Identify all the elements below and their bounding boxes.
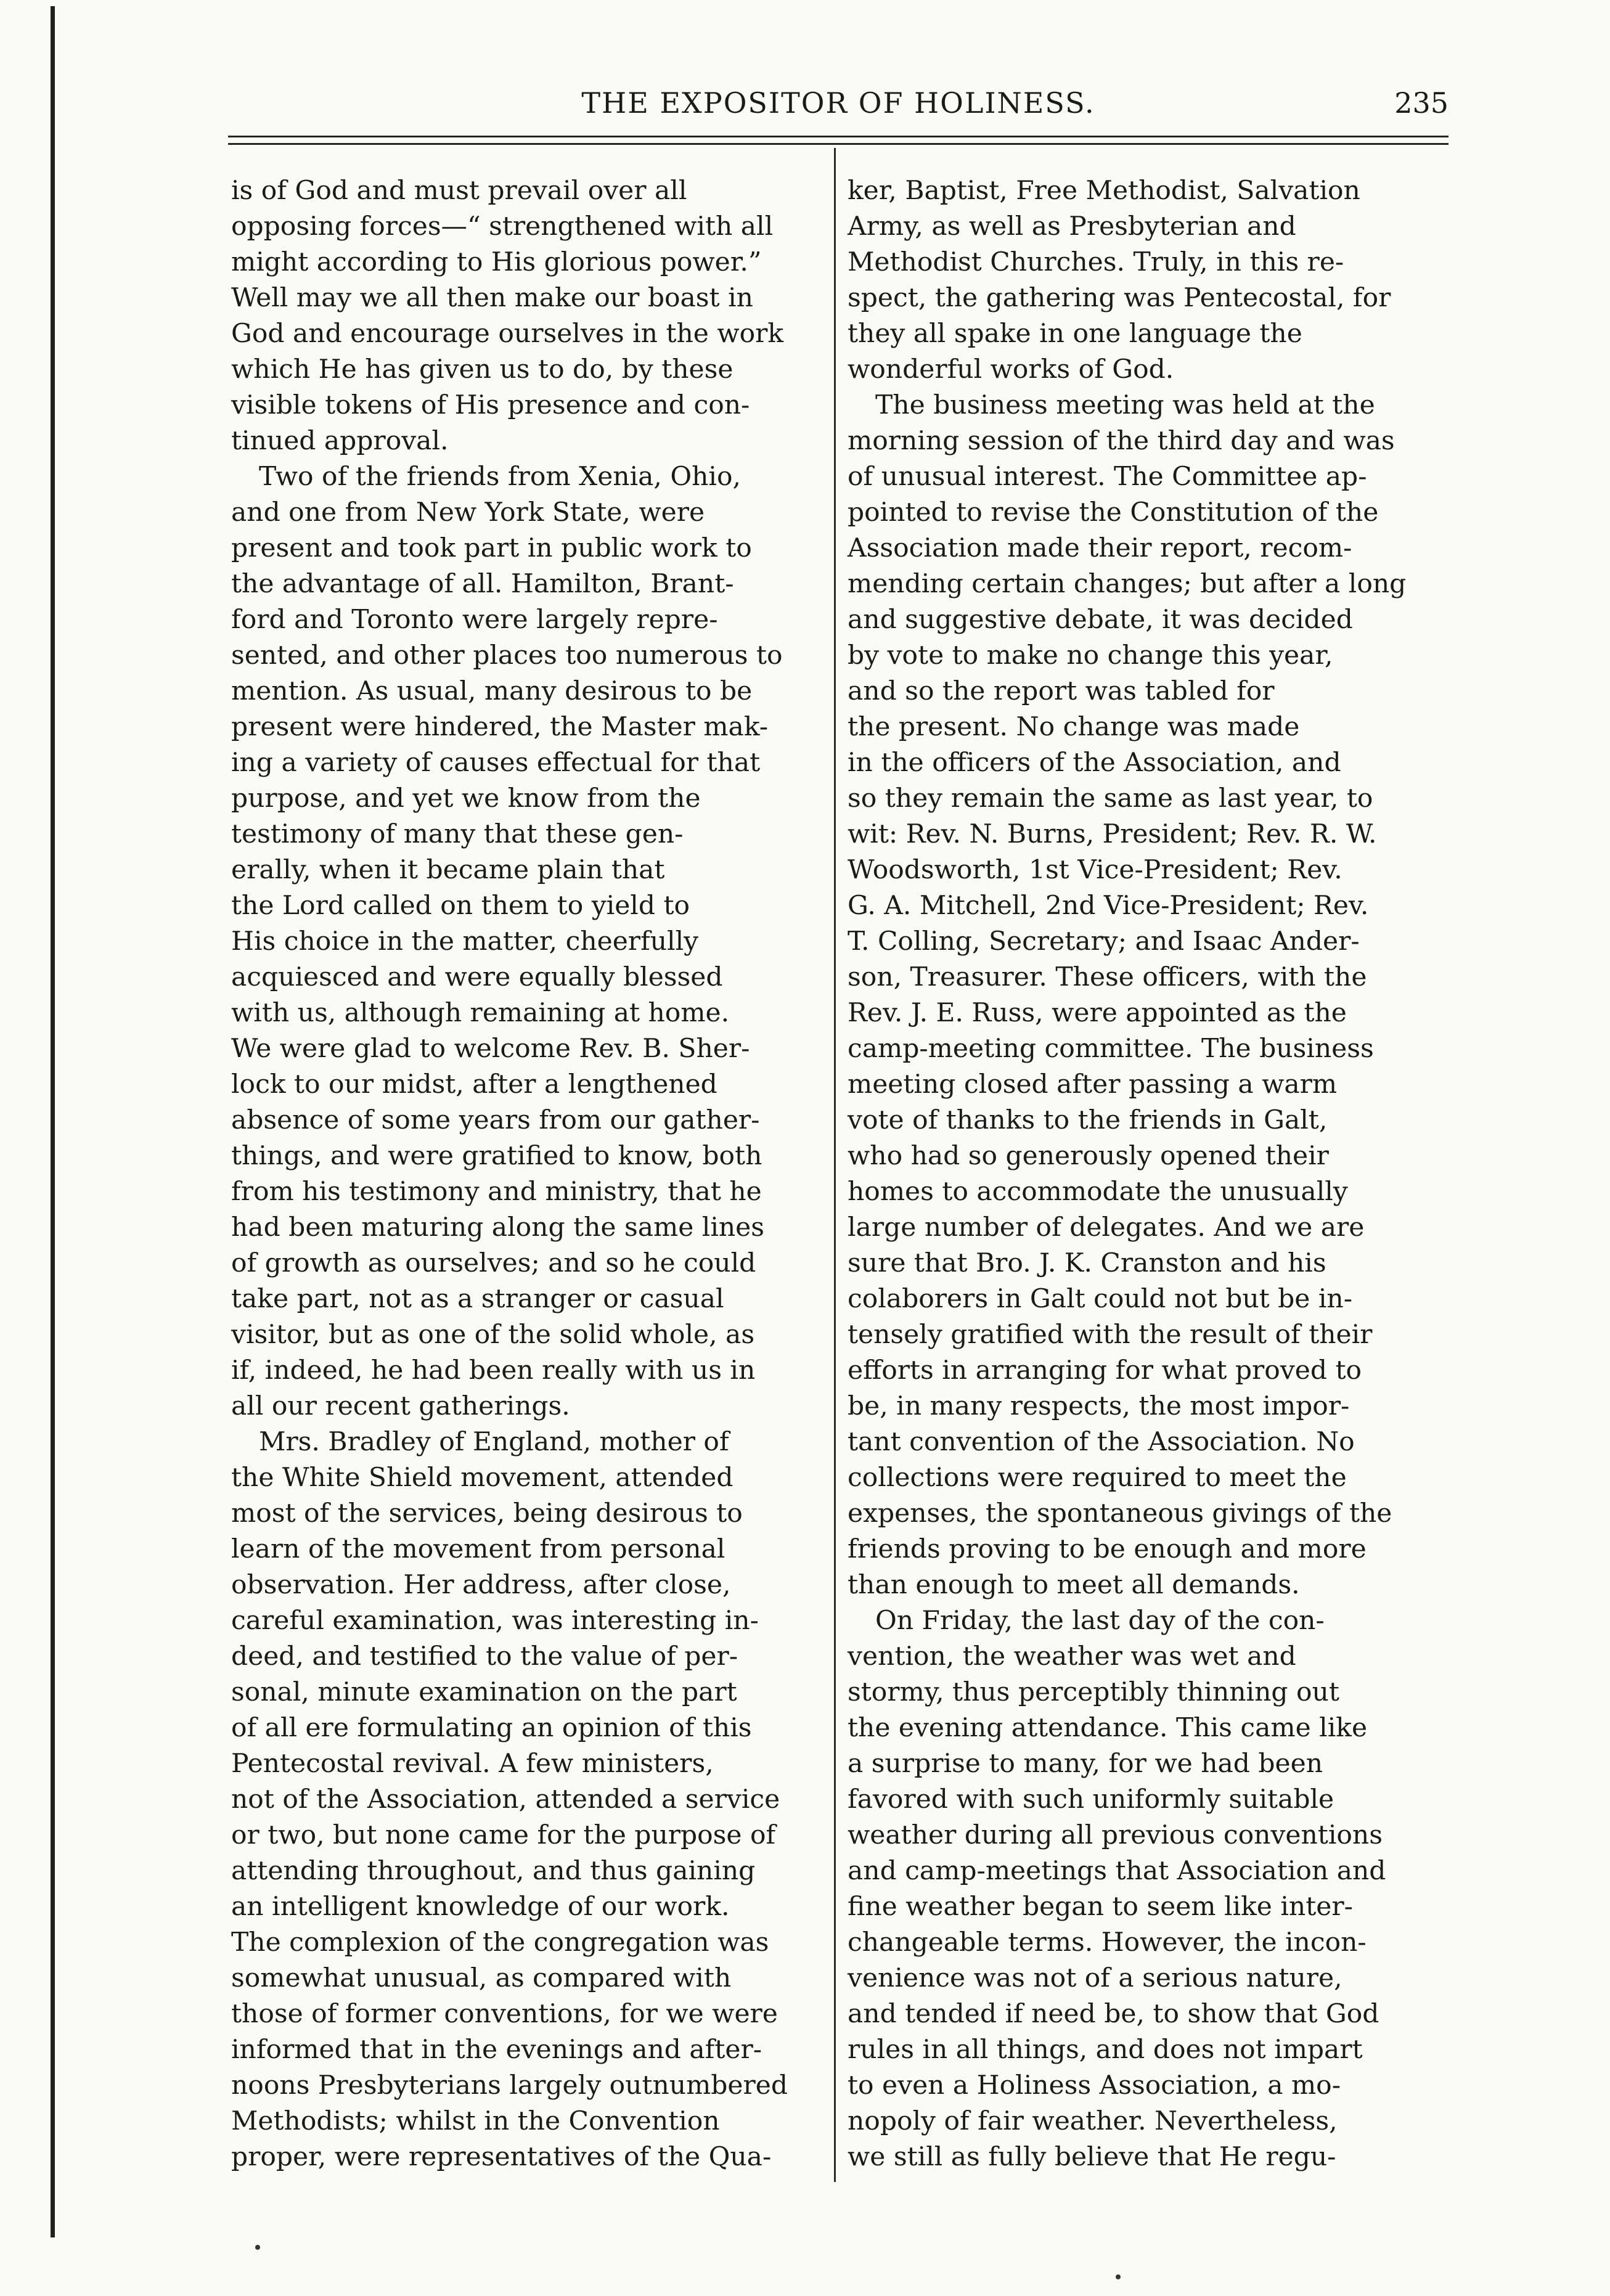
text-line: testimony of many that these gen- [231,819,684,849]
text-line: ing a variety of causes effectual for that [231,747,761,777]
text-line: Army, as well as Presbyterian and [848,211,1296,241]
left-column [231,173,823,2175]
text-line: an intelligent knowledge of our work. [231,1891,730,1921]
text-line: Well may we all then make our boast in [231,282,753,313]
text-line: informed that in the evenings and after- [231,2034,762,2064]
text-line: things, and were gratified to know, both [231,1140,762,1170]
text-line: expenses, the spontaneous givings of the [848,1498,1392,1528]
text-line: had been maturing along the same lines [231,1212,765,1242]
text-line: present and took part in public work to [231,533,752,563]
ink-speck [1116,2274,1121,2279]
text-line: acquiesced and were equally blessed [231,962,723,992]
text-line: from his testimony and ministry, that he [231,1176,762,1206]
text-line: sonal, minute examination on the part [231,1677,737,1707]
text-line: the present. No change was made [848,711,1300,742]
text-line: son, Treasurer. These officers, with the [848,962,1367,992]
text-line: of all ere formulating an opinion of this [231,1712,752,1742]
text-line: in the officers of the Association, and [848,747,1341,777]
text-line: the evening attendance. This came like [848,1712,1368,1742]
text-line: meeting closed after passing a warm [848,1069,1338,1099]
text-line: spect, the gathering was Pentecostal, for [848,282,1391,313]
text-line: observation. Her address, after close, [231,1569,731,1599]
text-line: large number of delegates. And we are [848,1212,1365,1242]
text-line: than enough to meet all demands. [848,1569,1300,1599]
right-column [848,173,1449,2175]
text-line: all our recent gatherings. [231,1391,570,1421]
text-line: rules in all things, and does not impart [848,2034,1363,2064]
text-line: efforts in arranging for what proved to [848,1355,1362,1385]
text-line: vote of thanks to the friends in Galt, [848,1105,1328,1135]
text-line: learn of the movement from personal [231,1534,725,1564]
text-line: be, in many respects, the most impor- [848,1391,1350,1421]
text-line: might according to His glorious power.” [231,247,762,277]
text-line: of growth as ourselves; and so he could [231,1248,756,1278]
text-line: with us, although remaining at home. [231,997,730,1027]
text-line: erally, when it became plain that [231,854,665,884]
text-line: pointed to revise the Constitution of the [848,497,1379,527]
text-line: and camp-meetings that Association and [848,1855,1386,1885]
text-line: present were hindered, the Master mak- [231,711,769,742]
text-line: ford and Toronto were largely repre- [231,604,718,634]
text-line: ker, Baptist, Free Methodist, Salvation [848,175,1360,205]
ink-speck [255,2245,260,2250]
text-line: to even a Holiness Association, a mo- [848,2070,1341,2100]
text-line: somewhat unusual, as compared with [231,1963,732,1993]
text-line: T. Colling, Secretary; and Isaac Ander- [848,926,1360,956]
text-line: camp-meeting committee. The business [848,1033,1374,1063]
text-line: purpose, and yet we know from the [231,783,701,813]
text-line: fine weather began to seem like inter- [848,1891,1353,1921]
text-line: sure that Bro. J. K. Cranston and his [848,1248,1326,1278]
text-line: a surprise to many, for we had been [848,1748,1323,1778]
text-line: Pentecostal revival. A few ministers, [231,1748,714,1778]
text-line: careful examination, was interesting in- [231,1605,759,1635]
text-line: tinued approval. [231,425,449,456]
text-line: wit: Rev. N. Burns, President; Rev. R. W. [848,819,1377,849]
text-line: morning session of the third day and was [848,425,1395,456]
header-rule-top [228,136,1449,137]
text-line: weather during all previous conventions [848,1820,1383,1850]
page-header [228,86,1449,129]
text-line: and tended if need be, to show that God [848,1998,1379,2028]
text-line: the advantage of all. Hamilton, Brant- [231,568,734,599]
text-line: vention, the weather was wet and [848,1641,1296,1671]
text-line: by vote to make no change this year, [848,640,1333,670]
text-line: tensely gratified with the result of their [848,1319,1373,1349]
text-line: attending throughout, and thus gaining [231,1855,756,1885]
text-line: lock to our midst, after a lengthened [231,1069,717,1099]
running-title: THE EXPOSITOR OF HOLINESS. [581,86,1095,120]
text-line: the Lord called on them to yield to [231,890,690,920]
text-line: sented, and other places too numerous to [231,640,783,670]
text-line: Woodsworth, 1st Vice-President; Rev. [848,854,1342,884]
text-line: collections were required to meet the [848,1462,1347,1492]
paragraph-start-line: On Friday, the last day of the con- [875,1605,1325,1635]
text-line: deed, and testified to the value of per- [231,1641,738,1671]
text-line: proper, were representatives of the Qua- [231,2141,772,2171]
text-line: Rev. J. E. Russ, were appointed as the [848,997,1347,1027]
text-line: and suggestive debate, it was decided [848,604,1353,634]
text-line: Methodist Churches. Truly, in this re- [848,247,1344,277]
text-line: mention. As usual, many desirous to be [231,676,753,706]
column-divider [834,148,836,2182]
text-line: of unusual interest. The Committee ap- [848,461,1367,491]
text-line: God and encourage ourselves in the work [231,318,784,348]
text-line: stormy, thus perceptibly thinning out [848,1677,1339,1707]
text-line: we still as fully believe that He regu- [848,2141,1336,2171]
text-line: if, indeed, he had been really with us in [231,1355,756,1385]
text-line: visible tokens of His presence and con- [231,390,750,420]
text-line: Methodists; whilst in the Convention [231,2106,720,2136]
text-line: they all spake in one language the [848,318,1302,348]
text-line: most of the services, being desirous to [231,1498,743,1528]
header-rule-bottom [228,143,1449,145]
text-line: We were glad to welcome Rev. B. Sher- [231,1033,750,1063]
text-line: take part, not as a stranger or casual [231,1283,724,1313]
text-line: wonderful works of God. [848,354,1174,384]
text-line: His choice in the matter, cheerfully [231,926,699,956]
text-line: or two, but none came for the purpose of [231,1820,776,1850]
text-line: colaborers in Galt could not but be in- [848,1283,1353,1313]
text-line: visitor, but as one of the solid whole, as [231,1319,755,1349]
text-line: friends proving to be enough and more [848,1534,1367,1564]
text-line: favored with such uniformly suitable [848,1784,1334,1814]
text-line: homes to accommodate the unusually [848,1176,1348,1206]
text-line: those of former conventions, for we were [231,1998,778,2028]
text-line: which He has given us to do, by these [231,354,733,384]
text-line: nopoly of fair weather. Nevertheless, [848,2106,1338,2136]
text-line: and so the report was tabled for [848,676,1275,706]
text-line: who had so generously opened their [848,1140,1329,1170]
text-line: not of the Association, attended a service [231,1784,780,1814]
text-line: tant convention of the Association. No [848,1426,1355,1456]
page-number: 235 [1394,86,1449,120]
text-line: The complexion of the congregation was [231,1927,769,1957]
text-line: the White Shield movement, attended [231,1462,733,1492]
paragraph-start-line: Mrs. Bradley of England, mother of [259,1426,729,1456]
text-line: mending certain changes; but after a long [848,568,1407,599]
text-line: venience was not of a serious nature, [848,1963,1342,1993]
text-line: is of God and must prevail over all [231,175,687,205]
page-binding-edge [51,6,55,2237]
text-line: G. A. Mitchell, 2nd Vice-President; Rev. [848,890,1369,920]
paragraph-start-line: Two of the friends from Xenia, Ohio, [259,461,741,491]
text-line: noons Presbyterians largely outnumbered [231,2070,788,2100]
text-line: absence of some years from our gather- [231,1105,760,1135]
text-line: Association made their report, recom- [848,533,1352,563]
text-line: changeable terms. However, the incon- [848,1927,1367,1957]
paragraph-start-line: The business meeting was held at the [875,390,1375,420]
text-line: and one from New York State, were [231,497,705,527]
text-line: opposing forces—“ strengthened with all [231,211,774,241]
text-line: so they remain the same as last year, to [848,783,1373,813]
